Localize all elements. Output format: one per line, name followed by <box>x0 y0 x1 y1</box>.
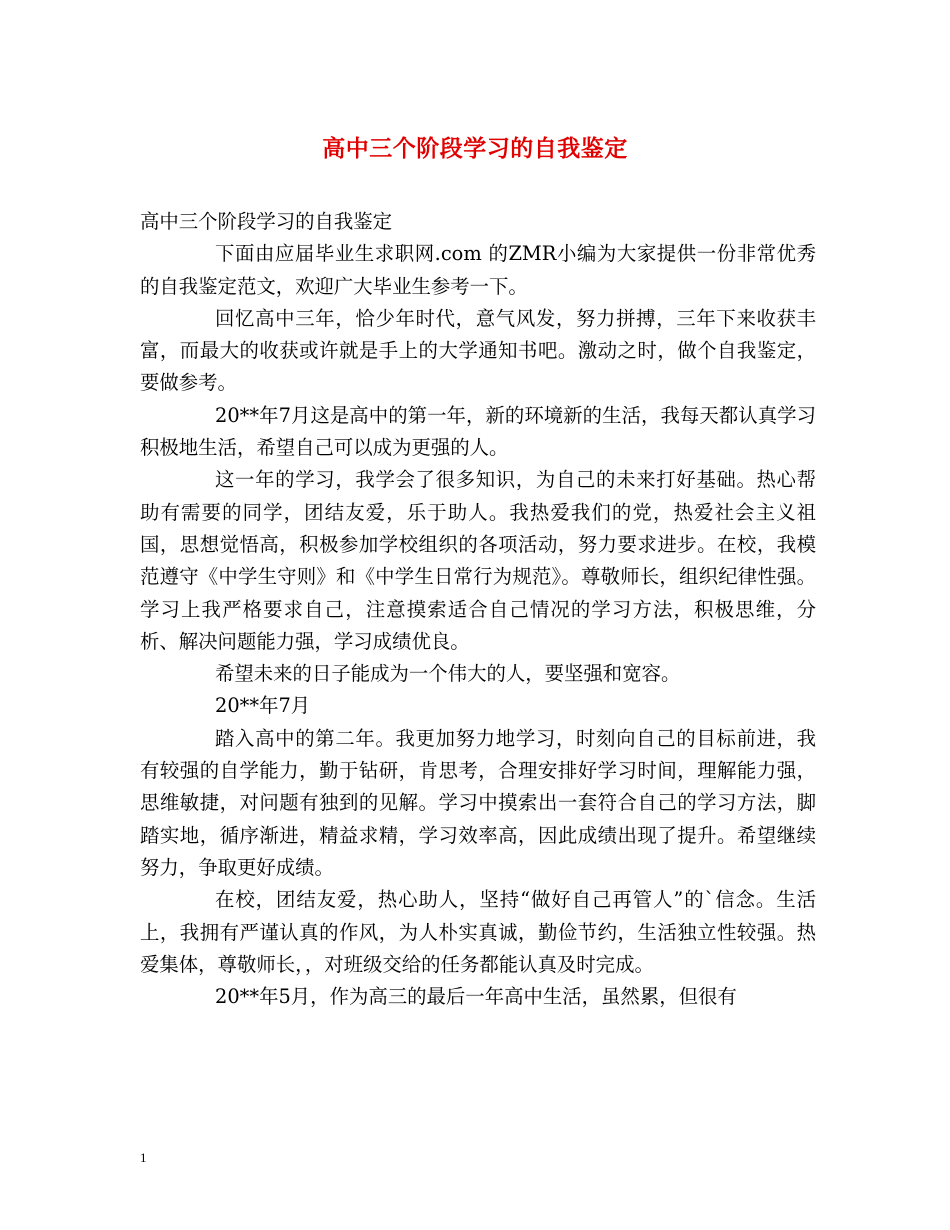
paragraph: 下面由应届毕业生求职网.com 的ZMR小编为大家提供一份非常优秀的自我鉴定范文，欢迎广大毕业生参考一下。 <box>140 242 816 298</box>
paragraph: 20**年7月这是高中的第一年，新的环境新的生活，我每天都认真学习积极地生活，希望自己可以成为更强的人。 <box>140 403 816 460</box>
paragraph: 高中三个阶段学习的自我鉴定 <box>140 210 393 233</box>
page-number: 1 <box>140 1150 147 1165</box>
document-title: 高中三个阶段学习的自我鉴定 <box>322 135 628 162</box>
paragraph: 20**年7月 <box>215 694 311 718</box>
paragraph: 希望未来的日子能成为一个伟大的人，要坚强和宽容。 <box>215 662 681 686</box>
document-body <box>140 206 816 1013</box>
paragraph: 回忆高中三年，恰少年时代，意气风发，努力拼搏，三年下来收获丰富，而最大的收获或许就是手上的大学通知书吧。激动之时，做个自我鉴定，要做参考。 <box>140 306 816 395</box>
paragraph: 踏入高中的第二年。我更加努力地学习，时刻向自己的目标前进，我有较强的自学能力，勤于钻研，肯思考，合理安排好学习时间，理解能力强，思维敏捷，对问题有独到的见解。学习中摸索出一套符合自己的学习方法，脚踏实地，循序渐进，精益求精，学习效率高，因此成绩出现了提升。希望继续努力，争取更好成绩。 <box>140 726 816 879</box>
paragraph: 这一年的学习，我学会了很多知识，为自己的未来打好基础。热心帮助有需要的同学，团结友爱，乐于助人。我热爱我们的党，热爱社会主义祖国，思想觉悟高，积极参加学校组织的各项活动，努力要求进步。在校，我模范遵守《中学生守则》和《中学生日常行为规范》。尊敬师长，组织纪律性强。学习上我严格要求自己，注意摸索适合自己情况的学习方法，积极思维，分析、解决问题能力强，学习成绩优良。 <box>140 468 816 653</box>
paragraph: 在校，团结友爱，热心助人，坚持“做好自己再管人”的`信念。生活上，我拥有严谨认真的作风，为人朴实真诚，勤俭节约，生活独立性较强。热爱集体，尊敬师长，，对班级交给的任务都能认真及时完成。 <box>140 888 816 976</box>
paragraph: 20**年5月，作为高三的最后一年高中生活，虽然累，但很有 <box>215 985 737 1009</box>
